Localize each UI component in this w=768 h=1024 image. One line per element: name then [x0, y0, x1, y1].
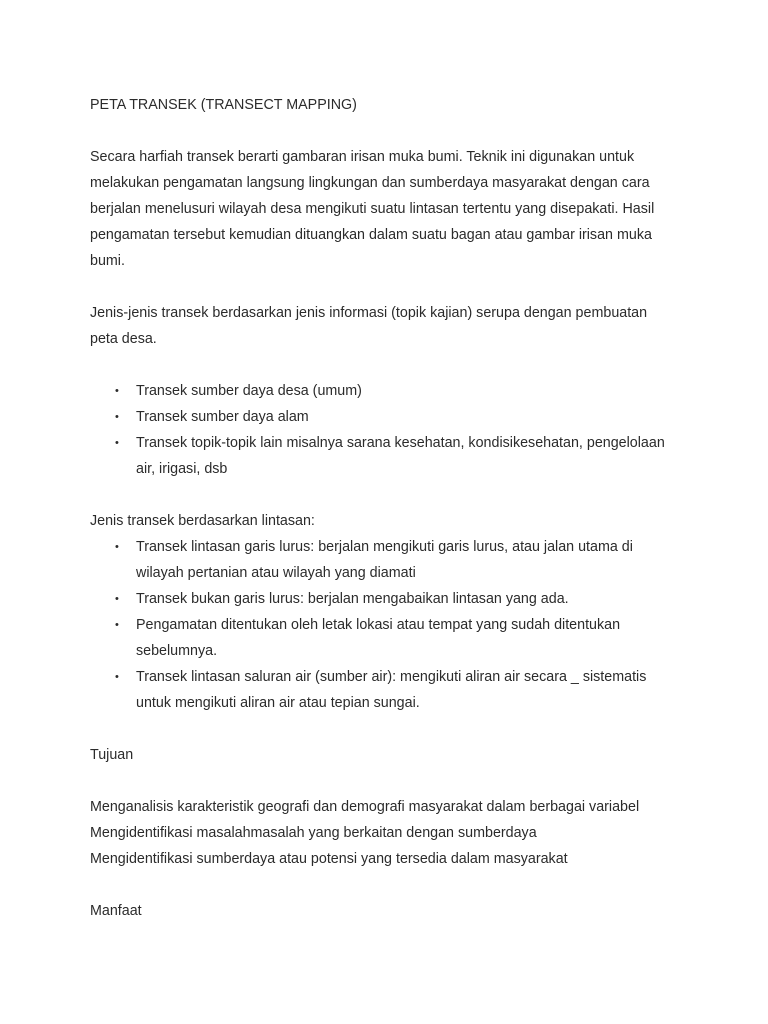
spacer	[90, 482, 690, 508]
bullet-icon: •	[115, 437, 119, 449]
spacer	[90, 716, 690, 742]
paragraph-line: Jenis-jenis transek berdasarkan jenis informasi (topik kajian) serupa dengan pembuatan	[90, 305, 648, 321]
list-item-text: Transek lintasan saluran air (sumber air): mengikuti aliran air secara _ sistematis	[136, 669, 647, 685]
goal-heading: Tujuan	[90, 747, 134, 763]
list-item-text: wilayah pertanian atau wilayah yang diamati	[136, 565, 416, 581]
list-item	[90, 664, 690, 716]
bullet-icon: •	[115, 671, 119, 683]
bullet-icon: •	[115, 619, 119, 631]
types-path-heading: Jenis transek berdasarkan lintasan:	[90, 513, 315, 529]
list-item-text: Transek sumber daya alam	[136, 409, 309, 425]
list-item-text: sebelumnya.	[136, 643, 218, 659]
list-item	[90, 612, 690, 664]
list-item-text: untuk mengikuti aliran air atau tepian sungai.	[136, 695, 420, 711]
types-path-list	[90, 534, 690, 716]
intro-paragraph	[90, 144, 690, 274]
spacer	[90, 352, 690, 378]
paragraph-line: Menganalisis karakteristik geografi dan demografi masyarakat dalam berbagai variabel	[90, 799, 640, 815]
paragraph-line: bumi.	[90, 253, 125, 269]
bullet-icon: •	[115, 411, 119, 423]
spacer	[90, 768, 690, 794]
paragraph-line: peta desa.	[90, 331, 157, 347]
paragraph-line: Mengidentifikasi masalahmasalah yang berkaitan dengan sumberdaya	[90, 825, 537, 841]
list-item	[90, 378, 690, 404]
document-title: PETA TRANSEK (TRANSECT MAPPING)	[90, 97, 357, 113]
paragraph-line: Mengidentifikasi sumberdaya atau potensi yang tersedia dalam masyarakat	[90, 851, 568, 867]
types-info-paragraph	[90, 300, 690, 352]
list-item-text: Transek lintasan garis lurus: berjalan mengikuti garis lurus, atau jalan utama di	[136, 539, 633, 555]
bullet-icon: •	[115, 385, 119, 397]
benefit-heading: Manfaat	[90, 903, 142, 919]
list-item-text: Transek sumber daya desa (umum)	[136, 383, 362, 399]
spacer	[90, 872, 690, 898]
list-item	[90, 534, 690, 586]
list-item-text: Transek bukan garis lurus: berjalan mengabaikan lintasan yang ada.	[136, 591, 569, 607]
goal-paragraph	[90, 794, 690, 872]
paragraph-line: melakukan pengamatan langsung lingkungan dan sumberdaya masyarakat dengan cara	[90, 175, 650, 191]
types-info-list	[90, 378, 690, 482]
spacer	[90, 274, 690, 300]
bullet-icon: •	[115, 541, 119, 553]
list-item	[90, 586, 690, 612]
list-item-text: Transek topik-topik lain misalnya sarana kesehatan, kondisikesehatan, pengelolaan	[136, 435, 665, 451]
bullet-icon: •	[115, 593, 119, 605]
paragraph-line: berjalan menelusuri wilayah desa mengikuti suatu lintasan tertentu yang disepakati. Hasil	[90, 201, 655, 217]
paragraph-line: pengamatan tersebut kemudian dituangkan dalam suatu bagan atau gambar irisan muka	[90, 227, 652, 243]
list-item-text: air, irigasi, dsb	[136, 461, 228, 477]
list-item	[90, 430, 690, 482]
paragraph-line: Secara harfiah transek berarti gambaran irisan muka bumi. Teknik ini digunakan untuk	[90, 149, 635, 165]
list-item	[90, 404, 690, 430]
document-page	[90, 92, 690, 924]
spacer	[90, 118, 690, 144]
list-item-text: Pengamatan ditentukan oleh letak lokasi atau tempat yang sudah ditentukan	[136, 617, 621, 633]
